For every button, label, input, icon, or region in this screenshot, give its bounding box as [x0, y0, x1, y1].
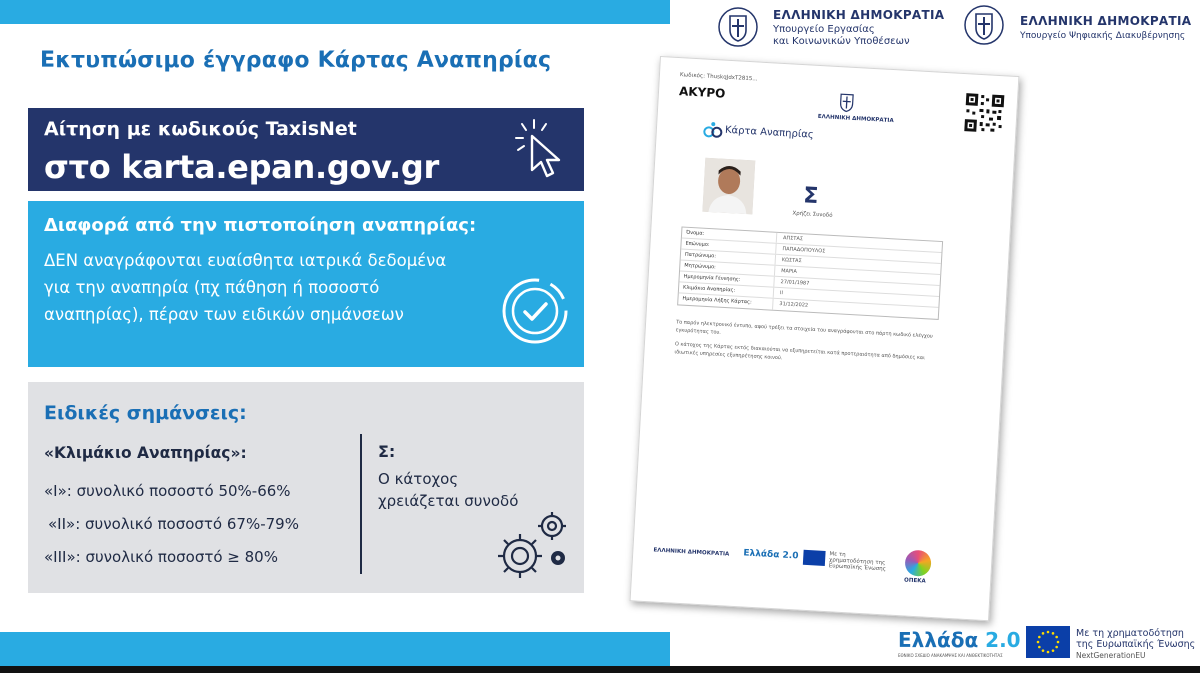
card-footer	[642, 533, 984, 592]
ministry2-subtitle: Υπουργείο Ψηφιακής Διακυβέρνησης	[1020, 31, 1186, 41]
ellada-logo	[898, 628, 1021, 652]
difference-line: για την αναπηρία (πχ πάθηση ή ποσοστό	[44, 278, 380, 297]
difference-box	[28, 201, 584, 367]
eu-star	[1047, 651, 1050, 654]
page-title: Εκτυπώσιμο έγγραφο Κάρτας Αναπηρίας	[40, 48, 552, 73]
eu-star	[1042, 632, 1045, 635]
eu-star	[1037, 641, 1040, 644]
greek-emblem-icon	[718, 6, 758, 48]
eu-star	[1042, 649, 1045, 652]
card-footer-eu: Με τη χρηματοδότηση της Ευρωπαϊκής Ένωσης	[828, 551, 887, 573]
ministry1-title: ΕΛΛΗΝΙΚΗ ΔΗΜΟΚΡΑΤΙΑ	[773, 8, 945, 22]
eu-funding-line: της Ευρωπαϊκής Ένωσης	[1076, 639, 1196, 650]
opeka-logo-icon	[904, 549, 931, 576]
ellada-subtitle: ΕΘΝΙΚΟ ΣΧΕΔΙΟ ΑΝΑΚΑΜΨΗΣ ΚΑΙ ΑΝΘΕΚΤΙΚΟΤΗΤΑΣ	[898, 653, 1003, 658]
gears-icon	[490, 506, 576, 582]
holder-photo	[702, 158, 755, 215]
invalid-stamp: ΑΚΥΡΟ	[678, 84, 726, 101]
difference-heading: Διαφορά από την πιστοποίηση αναπηρίας:	[44, 215, 477, 236]
application-box	[28, 108, 584, 191]
ministry1-line: και Κοινωνικών Υποθέσεων	[773, 36, 910, 47]
eu-star	[1052, 632, 1055, 635]
row-key: Επώνυμο:	[681, 239, 776, 254]
greek-emblem-icon	[836, 91, 857, 114]
eu-flag-icon	[803, 550, 826, 566]
card-footer-republic: ΕΛΛΗΝΙΚΗ ΔΗΜΟΚΡΑΤΙΑ	[653, 547, 730, 558]
difference-line: αναπηρίας), πέραν των ειδικών σημάνσεων	[44, 305, 404, 324]
sigma-line: Ο κάτοχος	[378, 470, 459, 488]
cursor-click-icon	[512, 118, 572, 182]
scale-item: «ΙΙΙ»: συνολικό ποσοστό ≥ 80%	[44, 548, 278, 566]
row-key: Ημερομηνία Γέννησης:	[679, 271, 774, 286]
card-footer-ellada: Ελλάδα 2.0	[743, 548, 799, 562]
card-footer-opeka: ΟΠΕΚΑ	[903, 577, 926, 585]
card-sigma: Σ	[802, 183, 820, 210]
application-line-1: Αίτηση με κωδικούς TaxisNet	[44, 118, 357, 140]
eu-star	[1047, 631, 1050, 634]
card-details-table	[677, 226, 943, 320]
eu-funding-text	[1076, 628, 1195, 650]
ellada-text: Ελλάδα	[898, 628, 979, 652]
ministry2-title: ΕΛΛΗΝΙΚΗ ΔΗΜΟΚΡΑΤΙΑ	[1020, 14, 1192, 28]
row-key: Όνομα:	[682, 228, 777, 243]
divider	[360, 434, 362, 574]
scale-title: «Κλιμάκιο Αναπηρίας»:	[44, 444, 247, 462]
row-key: Μητρώνυμο:	[680, 260, 775, 275]
top-accent-bar	[0, 0, 670, 24]
special-heading: Ειδικές σημάνσεις:	[44, 402, 247, 424]
eu-star	[1057, 641, 1060, 644]
disability-card-document	[630, 56, 1020, 621]
row-value: ΚΩΣΤΑΣ	[781, 257, 802, 265]
card-paragraph: Ο κάτοχος της Κάρτας εκτός διακαιούται να εξυπηρετείται κατά προτεραιότητα από δημόσιες και ιδιωτικές υπηρεσίες εξυπηρέτησης κοινού.	[674, 341, 926, 362]
qr-code-icon	[963, 92, 1005, 134]
eu-star	[1052, 649, 1055, 652]
row-value: 31/12/2022	[779, 301, 809, 309]
card-logo-icon	[702, 120, 723, 141]
ministry1-subtitle	[773, 24, 910, 48]
eu-star	[1038, 636, 1041, 639]
application-url: στο karta.epan.gov.gr	[44, 148, 439, 186]
card-title: Κάρτα Αναπηρίας	[724, 124, 814, 141]
row-value: ΑΠΣΤΑΣ	[782, 235, 804, 243]
row-key: Ημερομηνία Λήξης Κάρτας:	[678, 293, 773, 309]
eu-star	[1055, 636, 1058, 639]
bottom-strip	[0, 666, 1200, 673]
bottom-accent-bar	[0, 632, 670, 666]
row-key: Πατρώνυμο:	[681, 249, 776, 264]
difference-line: ΔΕΝ αναγράφονται ευαίσθητα ιατρικά δεδομένα	[44, 251, 447, 270]
eu-star	[1038, 646, 1041, 649]
eu-star	[1055, 646, 1058, 649]
card-code: Κωδικός: ΤhuskqJdxT2815...	[679, 72, 758, 83]
card-sigma-caption: Χρήζει Συνοδό	[792, 210, 833, 219]
sigma-label: Σ:	[378, 442, 396, 461]
next-generation-eu: NextGenerationEU	[1076, 651, 1146, 660]
eu-funding-line: Με τη χρηματοδότηση	[1076, 628, 1184, 639]
row-value: ΙΙ	[779, 290, 784, 297]
card-republic: ΕΛΛΗΝΙΚΗ ΔΗΜΟΚΡΑΤΙΑ	[817, 113, 894, 125]
scale-item: «Ι»: συνολικό ποσοστό 50%-66%	[44, 482, 291, 500]
difference-body	[44, 247, 524, 328]
sigma-line: χρειάζεται συνοδό	[378, 492, 519, 510]
ellada-number: 2.0	[985, 628, 1021, 652]
row-key: Κλιμάκιο Αναπηρίας:	[679, 282, 774, 297]
eu-flag-icon	[1026, 626, 1070, 658]
special-markings-box	[28, 382, 584, 593]
row-value: ΠΑΠΑΔΟΠΟΥΛΟΣ	[782, 246, 826, 255]
ministry1-line: Υπουργείο Εργασίας	[773, 24, 875, 35]
greek-emblem-icon	[964, 4, 1004, 46]
check-circle-icon	[500, 276, 570, 346]
row-value: ΜΑΡΙΑ	[781, 268, 797, 275]
row-value: 27/01/1987	[780, 279, 810, 287]
card-paragraph: Το παρόν ηλεκτρονικό έντυπο, αφού τρέξει τα στοιχεία του αναγράφονται στο πάρτη κωδικό ελέγχου εγκυρότητας του.	[675, 319, 933, 340]
scale-item: «ΙΙ»: συνολικό ποσοστό 67%-79%	[48, 515, 299, 533]
